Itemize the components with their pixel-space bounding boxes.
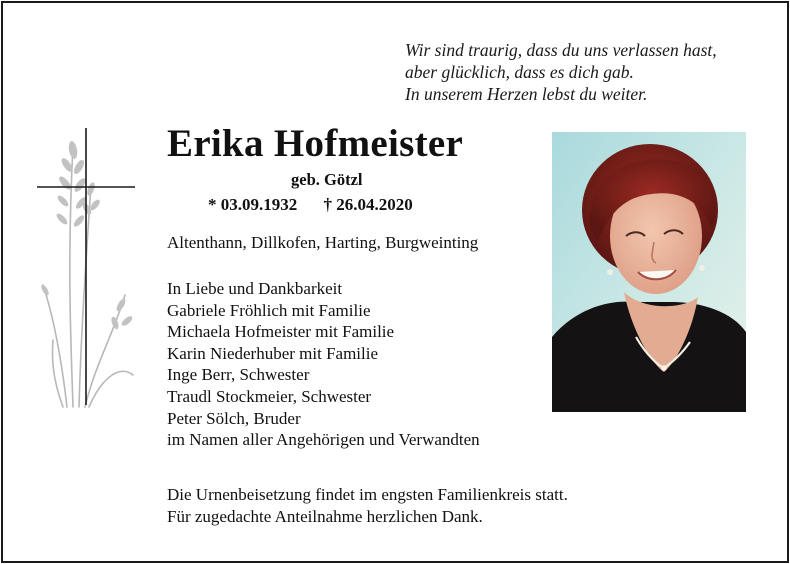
verse-line: Wir sind traurig, dass du uns verlassen hast, [405,40,717,60]
closing-line: Für zugedachte Anteilnahme herzlichen Dank. [167,506,483,526]
mourner-line: In Liebe und Dankbarkeit [167,279,343,298]
mourners-list [167,278,480,451]
life-dates [208,195,413,215]
mourner-line: Peter Sölch, Bruder [167,408,301,428]
verse-line: In unserem Herzen lebst du weiter. [405,84,648,104]
maiden-name: geb. Götzl [291,170,363,189]
verse [405,39,717,105]
death-date: † 26.04.2020 [323,195,413,214]
obituary-card [1,1,789,563]
mourner-line: Inge Berr, Schwester [167,365,310,385]
closing-line: Die Urnenbeisetzung findet im engsten Familienkreis statt. [167,485,568,504]
mourner-line: im Namen aller Angehörigen und Verwandten [167,430,480,450]
mourner-line: Traudl Stockmeier, Schwester [167,386,372,406]
mourner-line: Gabriele Fröhlich mit Familie [167,300,371,320]
closing-notice [167,484,568,527]
verse-line: aber glücklich, dass es dich gab. [405,62,634,82]
portrait-photo [552,132,746,412]
cross-with-grass-icon [33,125,143,410]
mourner-line: Karin Niederhuber mit Familie [167,343,379,363]
places: Altenthann, Dillkofen, Harting, Burgweinting [167,233,479,252]
mourner-line: Michaela Hofmeister mit Familie [167,322,395,342]
deceased-name: Erika Hofmeister [167,122,464,165]
birth-date: * 03.09.1932 [208,195,298,214]
